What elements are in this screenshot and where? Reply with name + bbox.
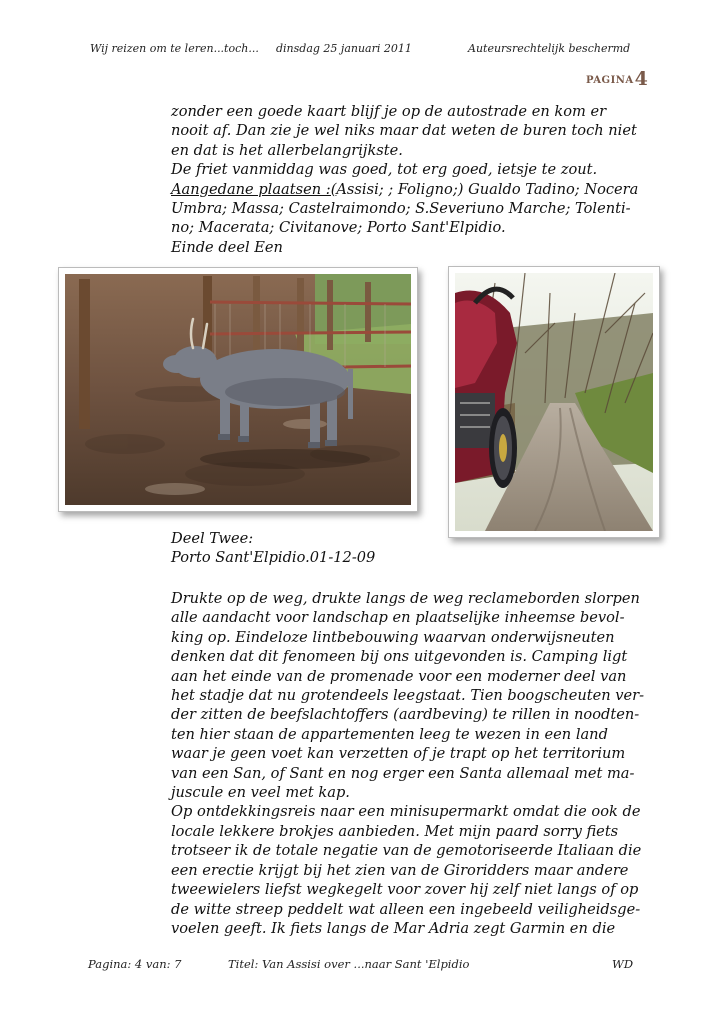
text-line: locale lekkere brokjes aanbieden. Met mijn paard sorry fiets [171, 822, 619, 840]
text-line: aan het einde van de promenade voor een moderner deel van [171, 667, 627, 685]
text-line: nooit af. Dan zie je wel niks maar dat weten de buren toch niet [171, 122, 637, 140]
text-line: der zitten de beefslachtoffers (aardbeving) te rillen in noodten- [171, 706, 640, 724]
body-text [171, 589, 671, 938]
text-line: De friet vanmiddag was goed, tot erg goed, ietsje te zout. [171, 161, 598, 179]
text-line: no; Macerata; Civitanove; Porto Sant'Elpidio. [171, 219, 506, 237]
places-text: Assisi; ; Foligno;) Gualdo Tadino; Nocera [336, 180, 639, 198]
header-date: dinsdag 25 januari 2011 [276, 42, 412, 55]
footer-page: Pagina: 4 van: 7 [88, 957, 182, 971]
header-left-text: Wij reizen om te leren...toch... [90, 42, 259, 55]
text-line: waar je geen voet kan verzetten of je trapt op het territorium [171, 745, 626, 763]
footer-initials: WD [612, 957, 634, 971]
text-line: een erectie krijgt bij het zien van de Giroridders maar andere [171, 861, 629, 879]
footer-title: Titel: Van Assisi over ...naar Sant 'Elpidio [228, 957, 470, 971]
text-line: king op. Eindeloze lintbebouwing waarvan onderwijsneuten [171, 628, 615, 646]
text-line: ten hier staan de appartementen leeg te wezen in een land [171, 725, 608, 743]
motorcycle-road-image [455, 273, 653, 531]
text-line: het stadje dat nu grotendeels leegstaat. Tien boogscheuten ver- [171, 687, 645, 705]
text-line: trotseer ik de totale negatie van de gemotoriseerde Italiaan die [171, 842, 642, 860]
places-line [171, 180, 671, 199]
cow-photo [58, 267, 418, 512]
text-line: en dat is het allerbelangrijkste. [171, 141, 403, 159]
end-part-one: Einde deel Een [171, 238, 283, 256]
part-two-heading [171, 529, 671, 568]
cow-image [65, 274, 411, 505]
text-line: de witte streep peddelt wat alleen een ingebeeld veiligheidsge- [171, 900, 641, 918]
text-line: juscule en veel met kap. [171, 784, 350, 802]
motorcycle-road-photo [448, 266, 660, 538]
text-line: denken dat dit fenomeen bij ons uitgevonden is. Camping ligt [171, 648, 628, 666]
page-label: PAGINA [586, 75, 634, 86]
text-line: Umbra; Massa; Castelraimondo; S.Severiuno Marche; Tolenti- [171, 200, 631, 218]
part-two-location-date: Porto Sant'Elpidio.01-12-09 [171, 549, 376, 567]
text-line: zonder een goede kaart blijf je op de autostrade en kom er [171, 103, 607, 120]
text-line: Op ontdekkingsreis naar een minisupermarkt omdat die ook de [171, 803, 641, 821]
part-two-title: Deel Twee: [171, 530, 254, 547]
text-line: voelen geeft. Ik fiets langs de Mar Adria zegt Garmin en die [171, 919, 616, 937]
page-number: 4 [634, 68, 649, 90]
header-copyright: Auteursrechtelijk beschermd [468, 42, 631, 55]
page-indicator [586, 68, 648, 90]
intro-paragraph [171, 102, 671, 257]
text-line: Drukte op de weg, drukte langs de weg reclameborden slorpen [171, 590, 640, 607]
text-line: alle aandacht voor landschap en plaatselijke inheemse bevol- [171, 609, 625, 627]
places-label: Aangedane plaatsen :( [171, 180, 337, 198]
text-line: van een San, of Sant en nog erger een Santa allemaal met ma- [171, 764, 635, 782]
text-line: tweewielers liefst wegkegelt voor zover hij zelf niet langs of op [171, 881, 639, 899]
